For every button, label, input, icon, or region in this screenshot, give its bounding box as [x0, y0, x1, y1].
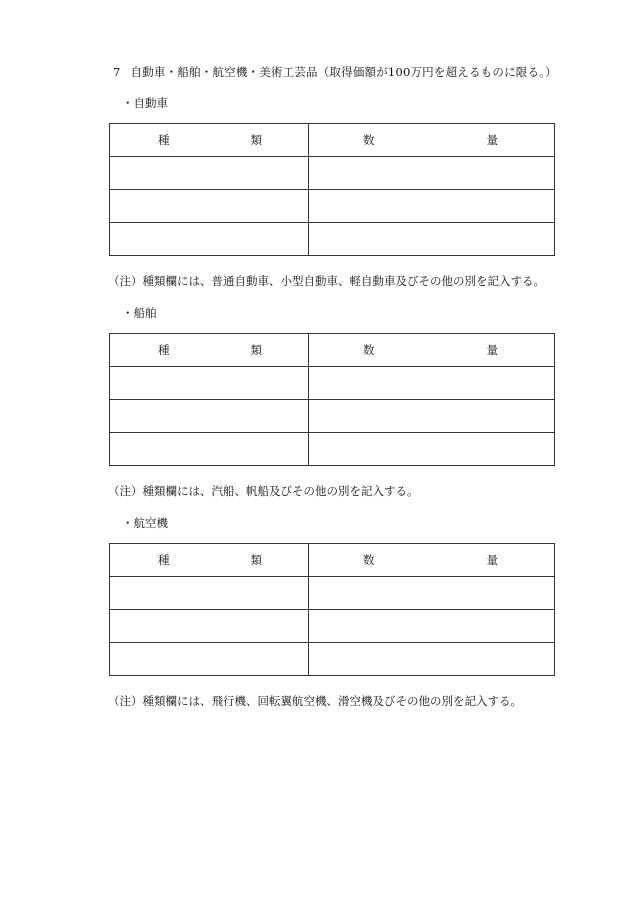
aircraft-table [109, 543, 555, 676]
type-column-header: 種 類 [110, 124, 309, 157]
type-cell[interactable] [110, 400, 309, 433]
table-row [110, 643, 555, 676]
type-cell[interactable] [110, 190, 309, 223]
table-row [110, 610, 555, 643]
type-cell[interactable] [110, 577, 309, 610]
type-cell[interactable] [110, 433, 309, 466]
ship-note: （注）種類欄には、汽船、帆船及びその他の別を記入する。 [108, 484, 419, 498]
quantity-cell[interactable] [309, 433, 555, 466]
table-row [110, 157, 555, 190]
section-heading [113, 64, 557, 80]
ship-subheading: ・船舶 [122, 306, 157, 320]
quantity-cell[interactable] [309, 223, 555, 256]
type-cell[interactable] [110, 610, 309, 643]
table-row [110, 400, 555, 433]
quantity-cell[interactable] [309, 643, 555, 676]
type-column-header: 種 類 [110, 334, 309, 367]
ship-table [109, 333, 555, 466]
aircraft-note: （注）種類欄には、飛行機、回転翼航空機、滑空機及びその他の別を記入する。 [108, 694, 522, 708]
quantity-column-header: 数 量 [309, 544, 555, 577]
section-title: 自動車・船舶・航空機・美術工芸品（取得価額が100万円を超えるものに限る。） [130, 65, 557, 79]
section-number: 7 [113, 65, 121, 79]
automobile-note: （注）種類欄には、普通自動車、小型自動車、軽自動車及びその他の別を記入する。 [108, 274, 545, 288]
quantity-cell[interactable] [309, 157, 555, 190]
automobile-table [109, 123, 555, 256]
table-row [110, 367, 555, 400]
quantity-cell[interactable] [309, 400, 555, 433]
type-cell[interactable] [110, 367, 309, 400]
table-row [110, 577, 555, 610]
quantity-cell[interactable] [309, 577, 555, 610]
quantity-cell[interactable] [309, 367, 555, 400]
automobile-subheading: ・自動車 [122, 96, 168, 110]
quantity-column-header: 数 量 [309, 334, 555, 367]
type-column-header: 種 類 [110, 544, 309, 577]
quantity-cell[interactable] [309, 190, 555, 223]
type-cell[interactable] [110, 643, 309, 676]
table-header-row [110, 124, 555, 157]
quantity-cell[interactable] [309, 610, 555, 643]
aircraft-subheading: ・航空機 [122, 516, 168, 530]
table-row [110, 223, 555, 256]
table-header-row [110, 544, 555, 577]
type-cell[interactable] [110, 157, 309, 190]
quantity-column-header: 数 量 [309, 124, 555, 157]
table-header-row [110, 334, 555, 367]
table-row [110, 190, 555, 223]
table-row [110, 433, 555, 466]
type-cell[interactable] [110, 223, 309, 256]
